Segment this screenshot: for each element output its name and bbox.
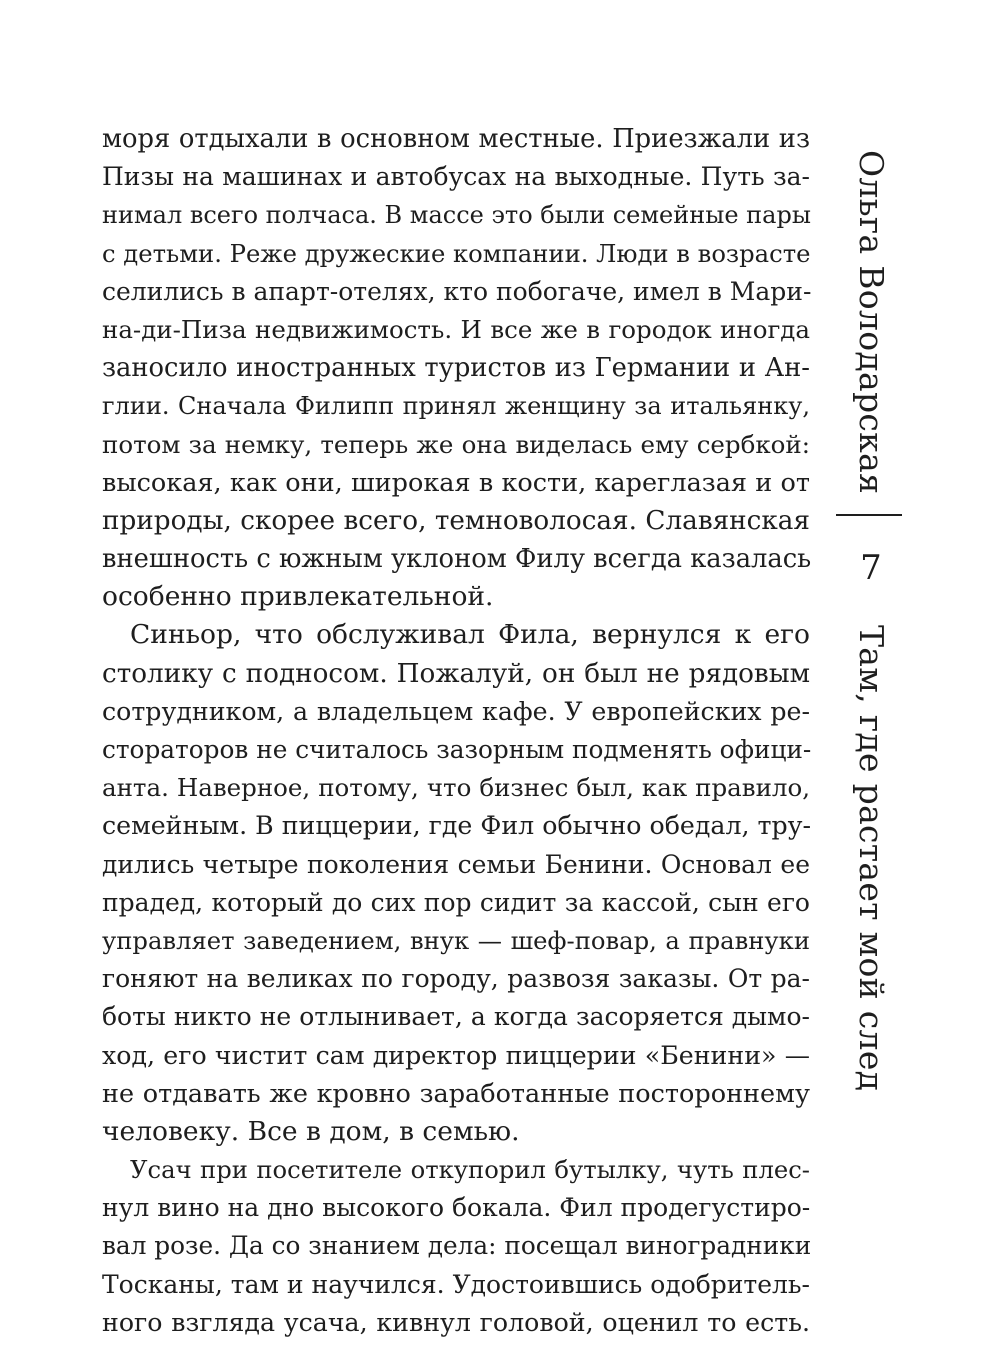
running-head-divider <box>836 514 902 516</box>
text-line: с детьми. Реже дружеские компании. Люди в возрасте <box>102 238 811 268</box>
running-head-author: Ольга Володарская <box>852 150 891 495</box>
text-line: семейным. В пиццерии, где Фил обычно обедал, тру- <box>102 811 812 841</box>
paragraph-1 <box>102 120 810 616</box>
text-line: прадед, который до сих пор сидит за кассой, сын его <box>102 887 810 917</box>
running-head-title: Там, где растает мой след <box>852 625 891 1092</box>
text-line: стораторов не считалось зазорным подменять офици- <box>102 735 812 764</box>
text-line: не отдавать же кровно заработанные постороннему <box>102 1078 810 1109</box>
text-line: на-ди-Пиза недвижимость. И все же в городок иногда <box>102 314 810 344</box>
text-line: моря отдыхали в основном местные. Приезжали из <box>102 124 810 154</box>
text-line: особенно привлекательной. <box>102 581 494 613</box>
text-line: анта. Наверное, потому, что бизнес был, как правило, <box>102 773 810 803</box>
text-line: боты никто не отлынивает, а когда засоряется дымо- <box>102 1002 810 1032</box>
text-line: нимал всего полчаса. В массе это были семейные пары <box>102 201 811 230</box>
text-line: Тосканы, там и научился. Удостоившись одобритель- <box>102 1269 810 1299</box>
text-line: человеку. Все в дом, в семью. <box>102 1115 520 1147</box>
text-line: сотрудником, а владельцем кафе. У европейских ре- <box>102 696 810 726</box>
text-line: заносило иностранных туристов из Германии и Ан- <box>102 353 810 384</box>
text-line: столику с подносом. Пожалуй, он был не рядовым <box>102 658 810 689</box>
text-line: нул вино на дно высокого бокала. Фил продегустиро- <box>102 1193 811 1223</box>
running-head <box>828 150 914 1210</box>
body-text <box>102 120 810 1342</box>
text-line: Пизы на машинах и автобусах на выходные. Путь за- <box>102 162 810 192</box>
text-line: природы, скорее всего, темноволосая. Славянская <box>102 505 810 536</box>
text-line: ного взгляда усача, кивнул головой, оценил то есть. <box>102 1307 810 1337</box>
text-line: высокая, как они, широкая в кости, кареглазая и от <box>102 467 810 498</box>
text-line: Синьор, что обслуживал Фила, вернулся к его <box>130 619 810 651</box>
text-line: потом за немку, теперь же она виделась ему сербкой: <box>102 429 810 459</box>
text-line: Усач при посетителе откупорил бутылку, чуть плес- <box>130 1155 810 1185</box>
paragraph-2 <box>102 616 810 1151</box>
text-line: гоняют на великах по городу, развозя заказы. От ра- <box>102 964 810 994</box>
page-number: 7 <box>860 548 882 588</box>
text-line: управляет заведением, внук — шеф-повар, а правнуки <box>102 925 810 955</box>
text-line: глии. Сначала Филипп принял женщину за итальянку, <box>102 392 810 421</box>
text-line: дились четыре поколения семьи Бенини. Основал ее <box>102 849 810 879</box>
text-line: вал розе. Да со знанием дела: посещал виноградники <box>102 1231 812 1261</box>
paragraph-3 <box>102 1151 810 1342</box>
text-line: внешность с южным уклоном Филу всегда казалась <box>102 544 812 575</box>
text-line: селились в апарт-отелях, кто побогаче, имел в Мари- <box>102 276 812 306</box>
text-line: ход, его чистит сам директор пиццерии «Бенини» — <box>102 1040 810 1070</box>
